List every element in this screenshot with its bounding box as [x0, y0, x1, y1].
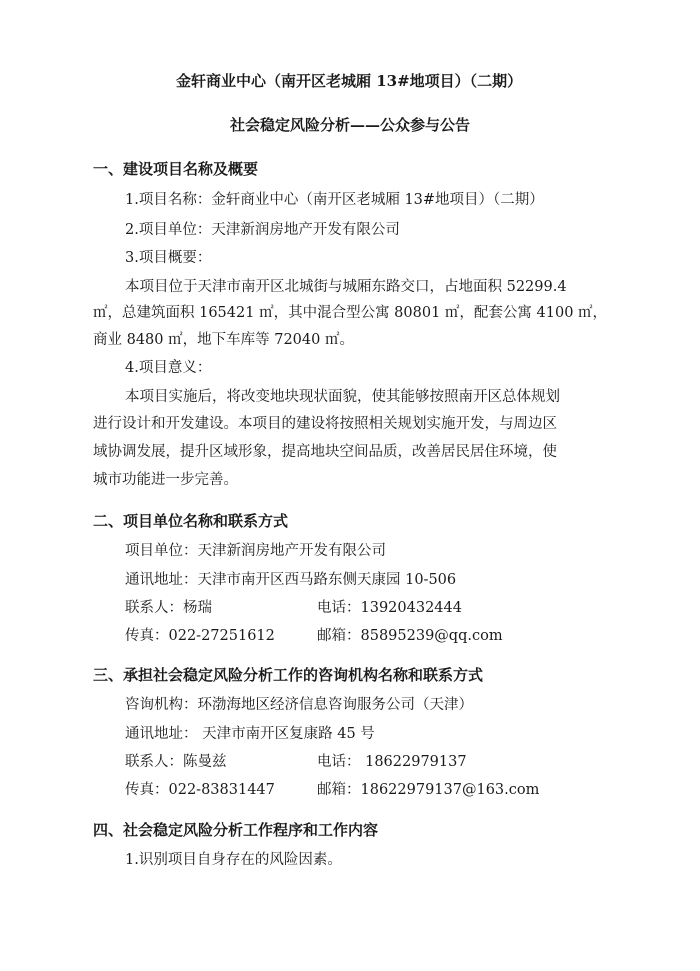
agency-address: 通讯地址： 天津市南开区复康路 45 号 [125, 726, 375, 742]
significance-line: 进行设计和开发建设。本项目的建设将按照相关规划实施开发，与周边区 [93, 416, 557, 432]
unit-name: 项目单位：天津新润房地产开发有限公司 [125, 543, 386, 559]
unit-phone: 电话：13920432444 [317, 600, 462, 616]
unit-email: 邮箱：85895239@qq.com [317, 628, 503, 644]
overview-line: 商业 8480 ㎡，地下车库等 72040 ㎡。 [93, 332, 354, 348]
overview-line: ㎡，总建筑面积 165421 ㎡，其中混合型公寓 80801 ㎡，配套公寓 4100 ㎡， [93, 305, 608, 321]
significance-line: 城市功能进一步完善。 [93, 472, 238, 488]
project-overview-label: 3.项目概要： [125, 250, 212, 266]
agency-name: 咨询机构：环渤海地区经济信息咨询服务公司（天津） [125, 697, 473, 713]
agency-fax: 传真：022-83831447 [125, 782, 275, 798]
section-4-heading: 四、社会稳定风险分析工作程序和工作内容 [93, 821, 379, 839]
unit-fax: 传真：022-27251612 [125, 628, 275, 644]
section-2-heading: 二、项目单位名称和联系方式 [93, 512, 289, 530]
overview-line: 本项目位于天津市南开区北城街与城厢东路交口，占地面积 52299.4 [125, 279, 567, 295]
procedure-item-1: 1.识别项目自身存在的风险因素。 [125, 852, 342, 868]
section-1-heading: 一、建设项目名称及概要 [93, 160, 259, 178]
document-subtitle: 社会稳定风险分析——公众参与公告 [230, 116, 471, 134]
project-unit: 2.项目单位：天津新润房地产开发有限公司 [125, 222, 400, 238]
project-significance-label: 4.项目意义： [125, 360, 212, 376]
agency-contact-person: 联系人：陈曼兹 [125, 754, 227, 770]
project-name: 1.项目名称：金轩商业中心（南开区老城厢 13#地项目）（二期） [125, 192, 544, 208]
section-3-heading: 三、承担社会稳定风险分析工作的咨询机构名称和联系方式 [93, 666, 484, 684]
agency-email: 邮箱：18622979137@163.com [317, 782, 540, 798]
unit-address: 通讯地址：天津市南开区西马路东侧天康园 10-506 [125, 572, 457, 588]
significance-line: 本项目实施后，将改变地块现状面貌，使其能够按照南开区总体规划 [125, 389, 560, 405]
agency-phone: 电话： 18622979137 [317, 754, 467, 770]
significance-line: 域协调发展，提升区域形象，提高地块空间品质，改善居民居住环境，使 [93, 444, 557, 460]
document-title: 金轩商业中心（南开区老城厢 13#地项目）（二期） [176, 72, 523, 90]
unit-contact-person: 联系人：杨瑞 [125, 600, 212, 616]
